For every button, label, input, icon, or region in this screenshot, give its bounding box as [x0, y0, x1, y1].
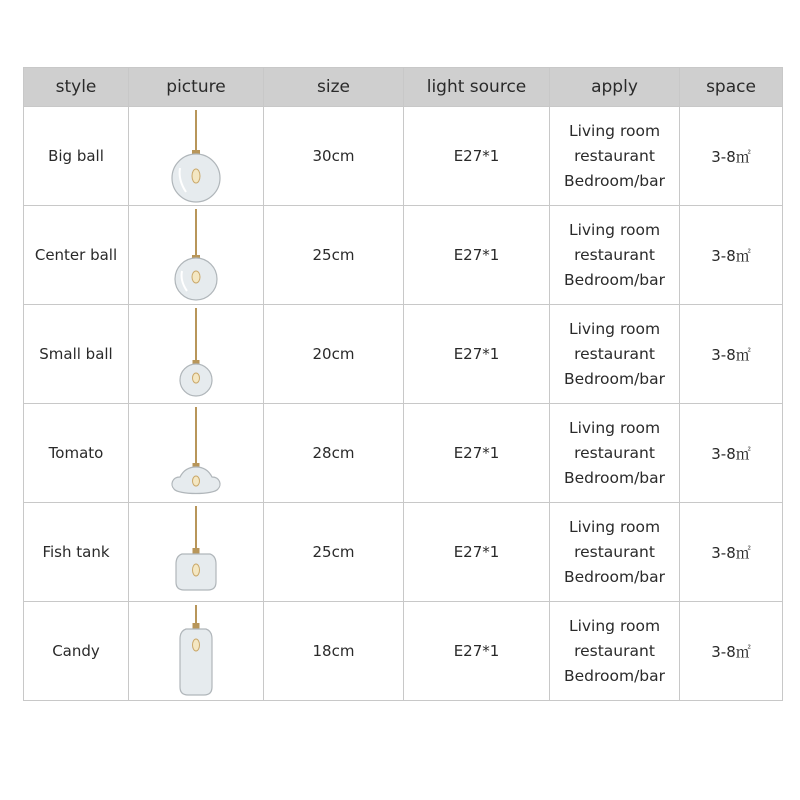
- picture-cell: [129, 602, 264, 701]
- candy-pendant-icon: [156, 603, 236, 699]
- picture-cell: [129, 107, 264, 206]
- apply-cell: [550, 602, 680, 701]
- apply-cell: [550, 305, 680, 404]
- light-source-cell: E27*1: [404, 404, 550, 503]
- style-cell: Candy: [24, 602, 129, 701]
- apply-line: restaurant: [574, 443, 655, 462]
- center-ball-pendant-icon: [156, 207, 236, 303]
- style-cell: Big ball: [24, 107, 129, 206]
- space-cell: 3-8㎡: [680, 503, 783, 602]
- spec-table: [23, 67, 783, 701]
- light-source-cell: E27*1: [404, 602, 550, 701]
- apply-line: Bedroom/bar: [563, 270, 666, 289]
- table-row: [24, 107, 783, 206]
- apply-line: Bedroom/bar: [563, 468, 666, 487]
- table-row: [24, 503, 783, 602]
- header-style: style: [24, 68, 129, 107]
- apply-cell: [550, 206, 680, 305]
- space-cell: 3-8㎡: [680, 206, 783, 305]
- size-cell: 18cm: [264, 602, 404, 701]
- space-cell: 3-8㎡: [680, 602, 783, 701]
- apply-cell: [550, 107, 680, 206]
- apply-line: Bedroom/bar: [563, 567, 666, 586]
- header-space: space: [680, 68, 783, 107]
- light-source-cell: E27*1: [404, 503, 550, 602]
- header-apply: apply: [550, 68, 680, 107]
- space-cell: 3-8㎡: [680, 404, 783, 503]
- size-cell: 25cm: [264, 503, 404, 602]
- style-cell: Small ball: [24, 305, 129, 404]
- space-cell: 3-8㎡: [680, 107, 783, 206]
- header-light-source: light source: [404, 68, 550, 107]
- table-row: [24, 206, 783, 305]
- apply-line: Living room: [568, 517, 661, 536]
- apply-line: restaurant: [574, 641, 655, 660]
- style-cell: Center ball: [24, 206, 129, 305]
- size-cell: 25cm: [264, 206, 404, 305]
- table-row: [24, 404, 783, 503]
- light-source-cell: E27*1: [404, 206, 550, 305]
- big-ball-pendant-icon: [156, 108, 236, 204]
- table-row: [24, 305, 783, 404]
- picture-cell: [129, 404, 264, 503]
- size-cell: 20cm: [264, 305, 404, 404]
- header-picture: picture: [129, 68, 264, 107]
- light-source-cell: E27*1: [404, 107, 550, 206]
- space-cell: 3-8㎡: [680, 305, 783, 404]
- picture-cell: [129, 305, 264, 404]
- apply-line: Living room: [568, 418, 661, 437]
- size-cell: 30cm: [264, 107, 404, 206]
- apply-line: restaurant: [574, 542, 655, 561]
- apply-line: Bedroom/bar: [563, 171, 666, 190]
- picture-cell: [129, 503, 264, 602]
- apply-line: Living room: [568, 121, 661, 140]
- apply-cell: [550, 404, 680, 503]
- light-source-cell: E27*1: [404, 305, 550, 404]
- apply-line: Bedroom/bar: [563, 369, 666, 388]
- size-cell: 28cm: [264, 404, 404, 503]
- fish-tank-pendant-icon: [156, 504, 236, 600]
- apply-line: restaurant: [574, 344, 655, 363]
- apply-line: Living room: [568, 616, 661, 635]
- table-row: [24, 602, 783, 701]
- tomato-pendant-icon: [156, 405, 236, 501]
- apply-line: Bedroom/bar: [563, 666, 666, 685]
- apply-line: Living room: [568, 220, 661, 239]
- apply-line: restaurant: [574, 146, 655, 165]
- style-cell: Fish tank: [24, 503, 129, 602]
- picture-cell: [129, 206, 264, 305]
- header-row: [24, 68, 783, 107]
- apply-cell: [550, 503, 680, 602]
- apply-line: restaurant: [574, 245, 655, 264]
- header-size: size: [264, 68, 404, 107]
- apply-line: Living room: [568, 319, 661, 338]
- small-ball-pendant-icon: [156, 306, 236, 402]
- style-cell: Tomato: [24, 404, 129, 503]
